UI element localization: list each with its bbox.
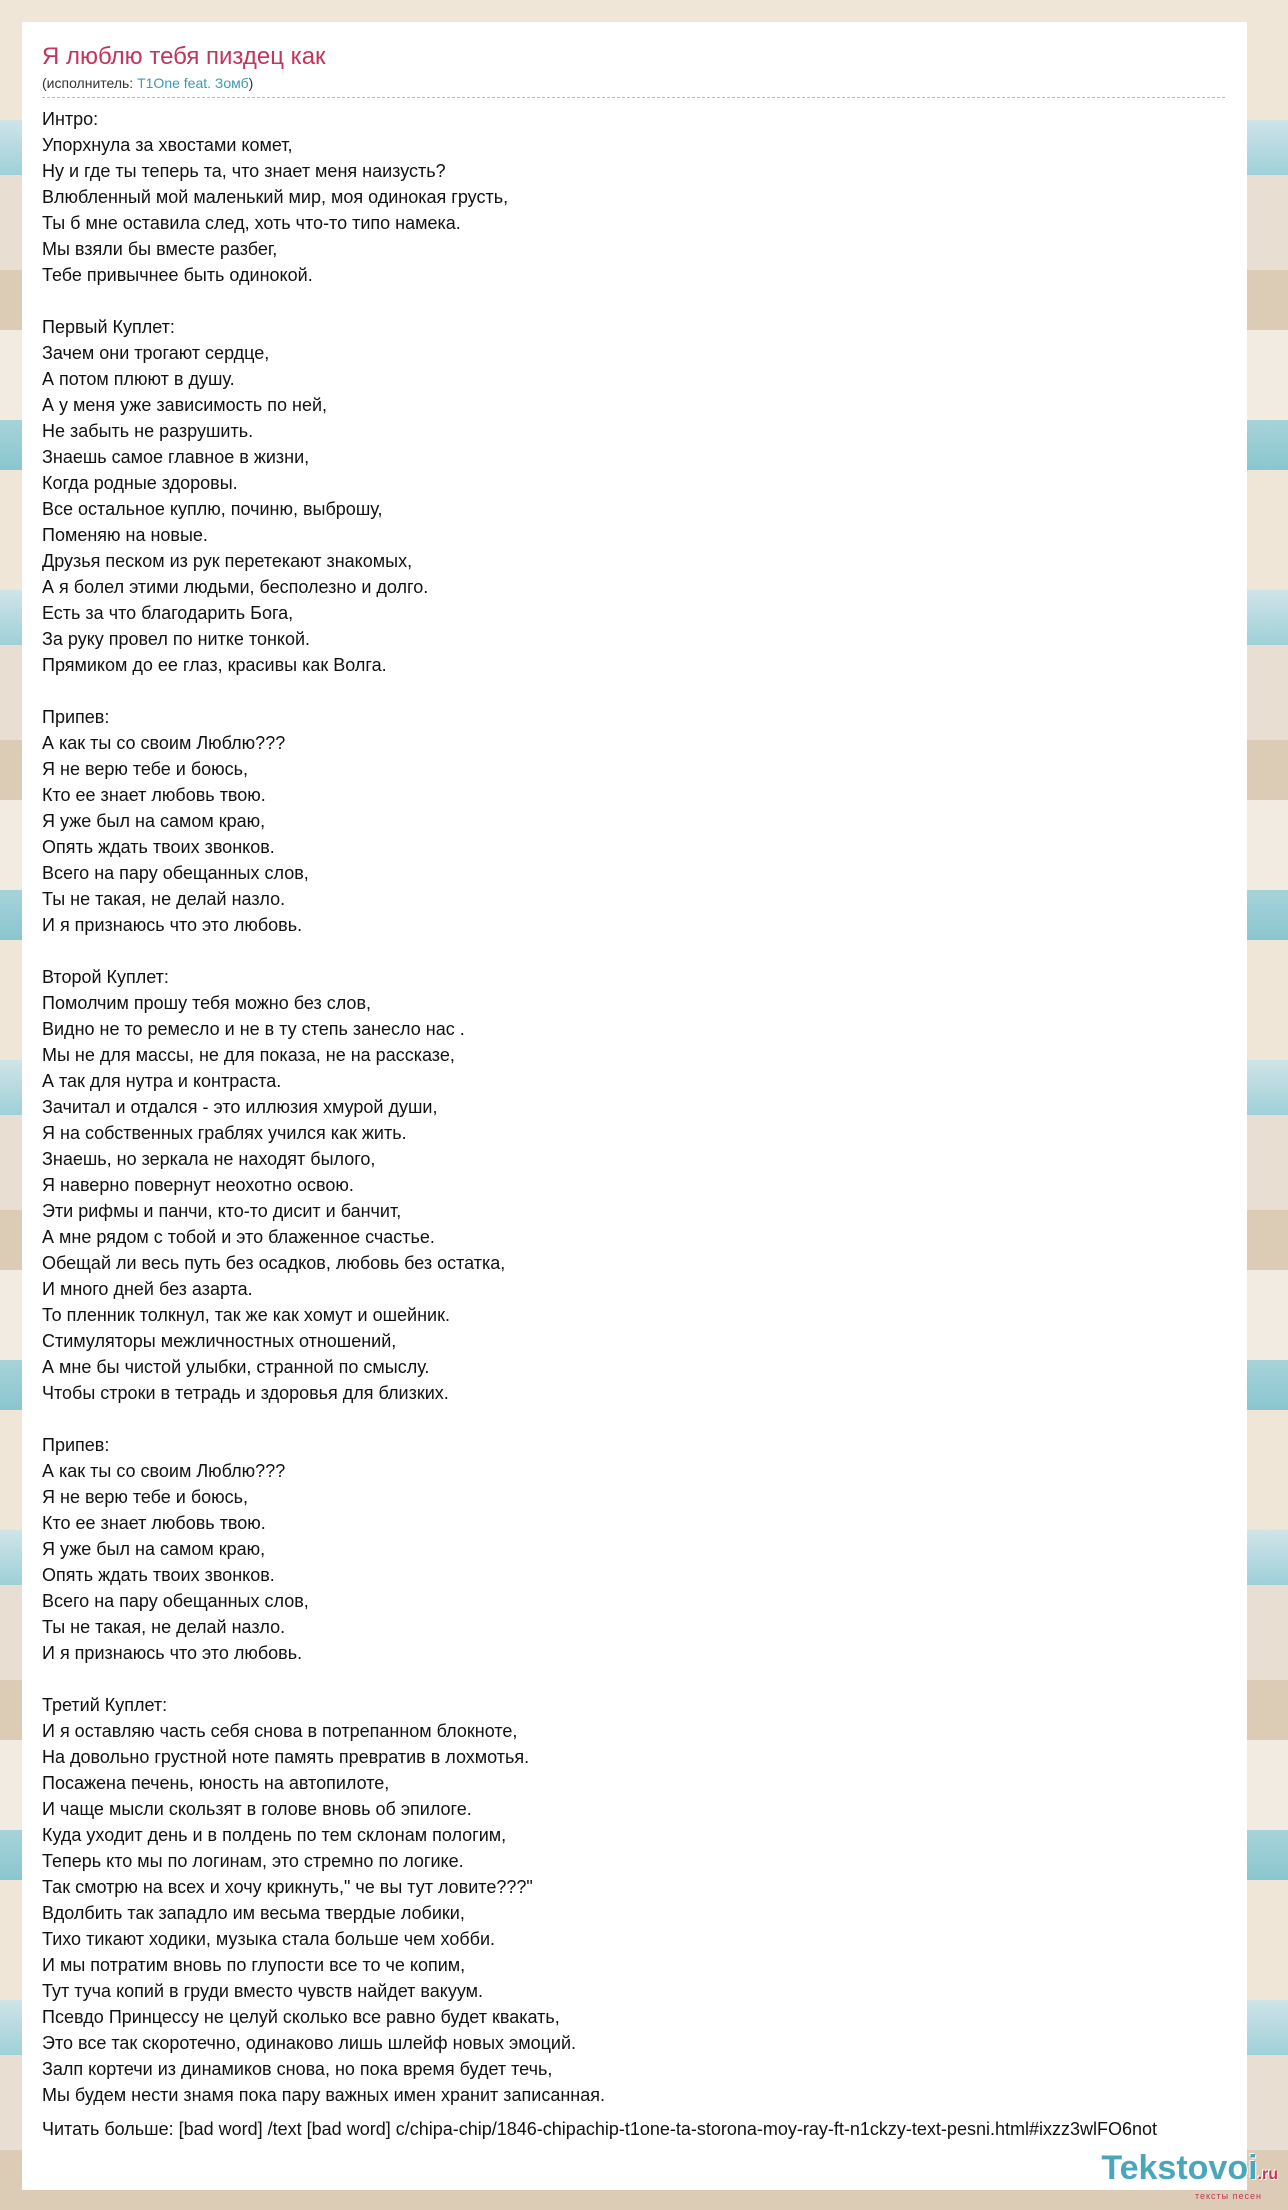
lyrics-line: Знаешь самое главное в жизни,: [42, 447, 310, 467]
lyrics-line: Припев:: [42, 707, 110, 727]
lyrics-line: Есть за что благодарить Бога,: [42, 603, 294, 623]
logo-tld: .ru: [1257, 2166, 1278, 2183]
logo-tagline: тексты песен: [1194, 2191, 1262, 2201]
lyrics-line: Я уже был на самом краю,: [42, 811, 266, 831]
lyrics-line: Первый Куплет:: [42, 317, 175, 337]
lyrics-line: Третий Куплет:: [42, 1695, 168, 1715]
lyrics-line: А мне рядом с тобой и это блаженное счастье.: [42, 1227, 435, 1247]
lyrics-line: Стимуляторы межличностных отношений,: [42, 1331, 397, 1351]
lyrics-line: И много дней без азарта.: [42, 1279, 253, 1299]
lyrics-blank-line: [42, 678, 1227, 704]
lyrics-line: А я болел этими людьми, бесполезно и долго.: [42, 577, 429, 597]
lyrics-blank-line: [42, 1666, 1227, 1692]
lyrics-blank-line: [42, 1406, 1227, 1432]
lyrics-line: Залп кортечи из динамиков снова, но пока время будет течь,: [42, 2059, 553, 2079]
lyrics-line: Теперь кто мы по логинам, это стремно по логике.: [42, 1851, 464, 1871]
lyrics-line: Ну и где ты теперь та, что знает меня наизусть?: [42, 161, 446, 181]
lyrics-line: Упорхнула за хвостами комет,: [42, 135, 293, 155]
performer-prefix: (исполнитель:: [42, 75, 138, 91]
lyrics-line: Ты не такая, не делай назло.: [42, 1617, 286, 1637]
performer-info: [42, 74, 1227, 92]
lyrics-line: Куда уходит день и в полдень по тем склонам пологим,: [42, 1825, 507, 1845]
lyrics-line: Прямиком до ее глаз, красивы как Волга.: [42, 655, 387, 675]
lyrics-line: Псевдо Принцессу не целуй сколько все равно будет квакать,: [42, 2007, 560, 2027]
lyrics-line: Чтобы строки в тетрадь и здоровья для близких.: [42, 1383, 449, 1403]
lyrics-line: А так для нутра и контраста.: [42, 1071, 282, 1091]
lyrics-line: Когда родные здоровы.: [42, 473, 238, 493]
read-more-text: Читать больше: [bad word] /text [bad word] c/chipa-chip/1846-chipachip-t1one-ta-storona-moy-ray-ft-n1ckzy-text-pesni.html#ixzz3wlFO6not: [42, 2119, 1158, 2139]
lyrics-line: Все остальное куплю, починю, выброшу,: [42, 499, 383, 519]
performer-suffix: ): [248, 75, 254, 91]
lyrics-line: За руку провел по нитке тонкой.: [42, 629, 311, 649]
lyrics-line: Мы не для массы, не для показа, не на рассказе,: [42, 1045, 455, 1065]
lyrics-line: Не забыть не разрушить.: [42, 421, 254, 441]
lyrics-line: Ты не такая, не делай назло.: [42, 889, 286, 909]
lyrics-line: Это все так скоротечно, одинаково лишь шлейф новых эмоций.: [42, 2033, 577, 2053]
logo-name: Tekstovoi: [1101, 2149, 1258, 2187]
lyrics-line: Тут туча копий в груди вместо чувств найдет вакуум.: [42, 1981, 484, 2001]
lyrics-line: Тихо тикают ходики, музыка стала больше чем хобби.: [42, 1929, 496, 1949]
lyrics-line: И я признаюсь что это любовь.: [42, 915, 303, 935]
song-title: Я люблю тебя пиздец как: [42, 43, 326, 70]
lyrics-line: А мне бы чистой улыбки, странной по смыслу.: [42, 1357, 430, 1377]
performer-link[interactable]: T1One feat. Зомб: [137, 75, 249, 91]
lyrics-line: Мы будем нести знамя пока пару важных имен хранит записанная.: [42, 2085, 605, 2105]
lyrics-line: И мы потратим вновь по глупости все то че копим,: [42, 1955, 466, 1975]
lyrics-line: Кто ее знает любовь твою.: [42, 785, 266, 805]
lyrics-line: То пленник толкнул, так же как хомут и ошейник.: [42, 1305, 450, 1325]
lyrics-blank-line: [42, 288, 1227, 314]
lyrics-line: И я признаюсь что это любовь.: [42, 1643, 303, 1663]
lyrics-blank-line: [42, 938, 1227, 964]
lyrics-line: Видно не то ремесло и не в ту степь занесло нас .: [42, 1019, 465, 1039]
lyrics-line: Я уже был на самом краю,: [42, 1539, 266, 1559]
lyrics-line: Всего на пару обещанных слов,: [42, 1591, 309, 1611]
lyrics-line: Интро:: [42, 109, 99, 129]
lyrics-line: Помолчим прошу тебя можно без слов,: [42, 993, 372, 1013]
site-logo[interactable]: [1088, 2149, 1288, 2201]
lyrics-line: Вдолбить так западло им весьма твердые лобики,: [42, 1903, 465, 1923]
lyrics-line: Я не верю тебе и боюсь,: [42, 1487, 249, 1507]
lyrics-line: Влюбленный мой маленький мир, моя одинокая грусть,: [42, 187, 509, 207]
lyrics-line: Я наверно повернут неохотно освою.: [42, 1175, 354, 1195]
lyrics-line: И чаще мысли скользят в голове вновь об эпилоге.: [42, 1799, 472, 1819]
lyrics-line: Опять ждать твоих звонков.: [42, 837, 275, 857]
lyrics-line: Так смотрю на всех и хочу крикнуть," че вы тут ловите???": [42, 1877, 533, 1897]
lyrics-line: Зачитал и отдался - это иллюзия хмурой души,: [42, 1097, 438, 1117]
lyrics-line: А потом плюют в душу.: [42, 369, 235, 389]
lyrics-line: Кто ее знает любовь твою.: [42, 1513, 266, 1533]
lyrics-line: Поменяю на новые.: [42, 525, 208, 545]
lyrics-line: Обещай ли весь путь без осадков, любовь без остатка,: [42, 1253, 506, 1273]
lyrics-line: И я оставляю часть себя снова в потрепанном блокноте,: [42, 1721, 518, 1741]
title-divider: [42, 97, 1225, 98]
lyrics-line: Эти рифмы и панчи, кто-то дисит и банчит,: [42, 1201, 402, 1221]
lyrics-card: [22, 22, 1247, 2190]
lyrics-line: А как ты со своим Люблю???: [42, 1461, 286, 1481]
lyrics-line: Ты б мне оставила след, хоть что-то типо намека.: [42, 213, 461, 233]
lyrics-line: Друзья песком из рук перетекают знакомых,: [42, 551, 413, 571]
lyrics-line: Знаешь, но зеркала не находят былого,: [42, 1149, 376, 1169]
lyrics-line: А как ты со своим Люблю???: [42, 733, 286, 753]
lyrics-line: Опять ждать твоих звонков.: [42, 1565, 275, 1585]
lyrics-text: [42, 106, 1227, 2108]
lyrics-line: А у меня уже зависимость по ней,: [42, 395, 328, 415]
lyrics-line: Я не верю тебе и боюсь,: [42, 759, 249, 779]
lyrics-line: Припев:: [42, 1435, 110, 1455]
lyrics-line: Второй Куплет:: [42, 967, 169, 987]
lyrics-line: Посажена печень, юность на автопилоте,: [42, 1773, 390, 1793]
lyrics-line: Я на собственных граблях учился как жить.: [42, 1123, 407, 1143]
lyrics-line: Зачем они трогают сердце,: [42, 343, 270, 363]
lyrics-line: На довольно грустной ноте память превратив в лохмотья.: [42, 1747, 530, 1767]
lyrics-line: Всего на пару обещанных слов,: [42, 863, 309, 883]
lyrics-line: Мы взяли бы вместе разбег,: [42, 239, 278, 259]
lyrics-line: Тебе привычнее быть одинокой.: [42, 265, 313, 285]
